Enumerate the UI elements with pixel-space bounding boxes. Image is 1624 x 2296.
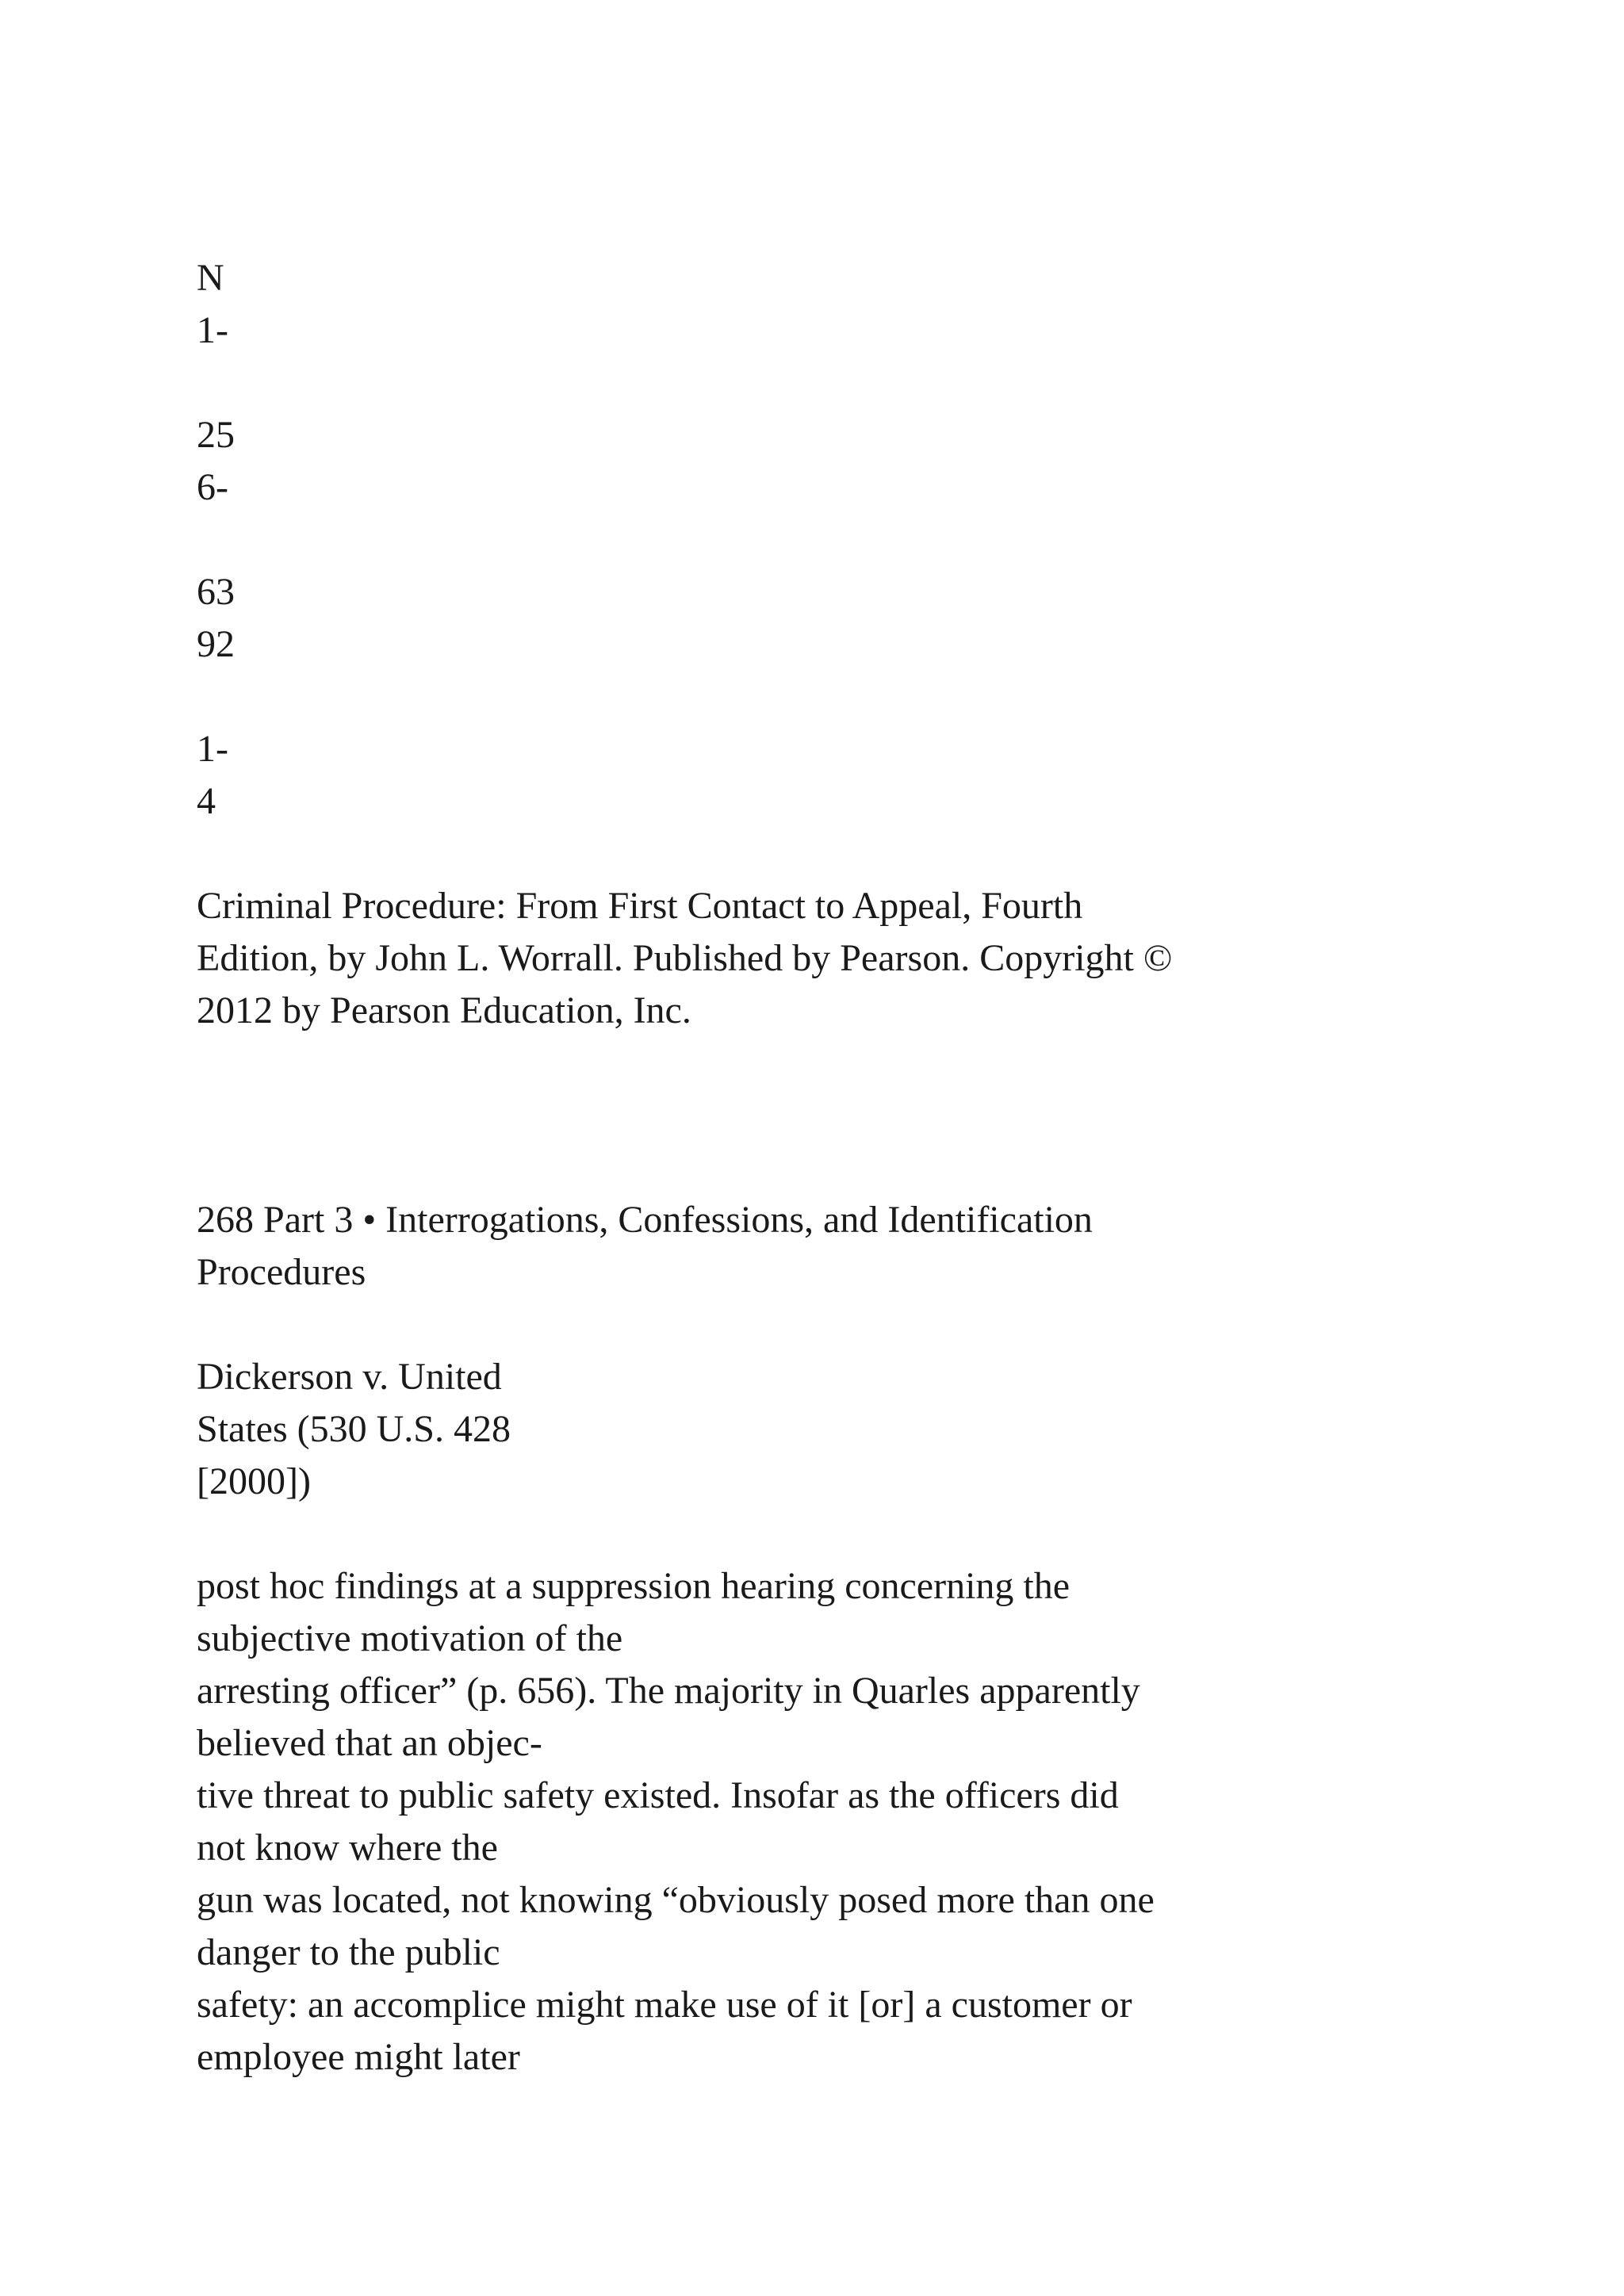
case-citation-line: [2000]) [197, 1460, 311, 1502]
body-line: subjective motivation of the [197, 1617, 623, 1659]
margin-code: 25 [197, 414, 235, 456]
copyright-line: Criminal Procedure: From First Contact to Appeal, Fourth [197, 885, 1083, 927]
body-line: danger to the public [197, 1931, 500, 1973]
copyright-line: 2012 by Pearson Education, Inc. [197, 989, 691, 1031]
body-line: post hoc findings at a suppression hearing concerning the [197, 1565, 1071, 1607]
body-line: tive threat to public safety existed. Insofar as the officers did [197, 1774, 1119, 1816]
margin-code: N [197, 257, 224, 299]
margin-code: 1- [197, 728, 228, 770]
margin-code: 63 [197, 571, 235, 613]
body-line: believed that an objec- [197, 1722, 542, 1764]
margin-code: 1- [197, 309, 228, 351]
body-line: not know where the [197, 1827, 498, 1869]
case-citation-line: Dickerson v. United [197, 1356, 502, 1398]
body-line: employee might later [197, 2036, 520, 2078]
margin-code: 4 [197, 780, 216, 822]
margin-code: 92 [197, 623, 235, 665]
margin-code: 6- [197, 466, 228, 508]
running-header-line: 268 Part 3 • Interrogations, Confessions, and Identification [197, 1199, 1093, 1241]
body-line: safety: an accomplice might make use of it [or] a customer or [197, 1984, 1132, 2026]
running-header-line: Procedures [197, 1251, 366, 1293]
body-line: arresting officer” (p. 656). The majority in Quarles apparently [197, 1670, 1140, 1712]
case-citation-line: States (530 U.S. 428 [197, 1408, 511, 1450]
copyright-line: Edition, by John L. Worrall. Published by Pearson. Copyright © [197, 937, 1173, 979]
body-line: gun was located, not knowing “obviously posed more than one [197, 1879, 1155, 1921]
